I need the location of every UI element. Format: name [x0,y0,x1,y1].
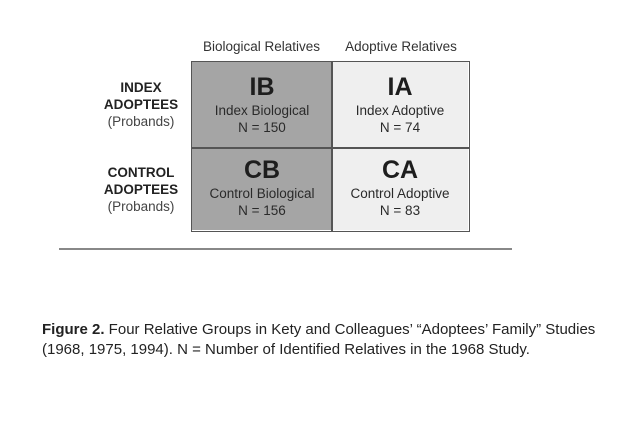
cell-code: IB [249,73,275,101]
horizontal-divider [192,147,469,149]
cell-count: N = 74 [379,120,421,135]
row-label-index [76,79,206,130]
cell-count: N = 83 [379,203,421,218]
row-label-line2: ADOPTEES [103,97,179,112]
cell-code: CA [381,156,419,184]
row-label-line2: ADOPTEES [103,182,179,197]
relative-groups-grid [191,61,470,232]
cell-name: Index Adoptive [355,103,445,118]
cell-control-biological [192,148,332,230]
cell-count: N = 156 [238,203,286,218]
cell-index-adoptive [332,62,468,148]
cell-count: N = 150 [238,120,286,135]
cell-index-biological [192,62,332,148]
caption-text: Four Relative Groups in Kety and Colleagues’ “Adoptees’ Family” Studies (1968, 1975, 1994). N = Number of Identified Relatives in the 1968 Study. [42,321,596,358]
column-header-biological: Biological Relatives [202,39,321,54]
row-label-line1: INDEX [120,80,162,95]
cell-name: Control Biological [209,186,315,201]
row-label-line3: (Probands) [107,114,175,129]
figure-label: Figure 2. [42,321,105,338]
cell-name: Control Adoptive [350,186,450,201]
figure-caption [42,320,612,360]
separator-rule [59,248,512,250]
cell-code: CB [243,156,281,184]
column-header-adoptive: Adoptive Relatives [345,39,457,54]
row-label-line1: CONTROL [107,165,175,180]
cell-control-adoptive [332,148,468,230]
cell-name: Index Biological [214,103,310,118]
cell-code: IA [387,73,413,101]
row-label-control [76,164,206,215]
row-label-line3: (Probands) [107,199,175,214]
